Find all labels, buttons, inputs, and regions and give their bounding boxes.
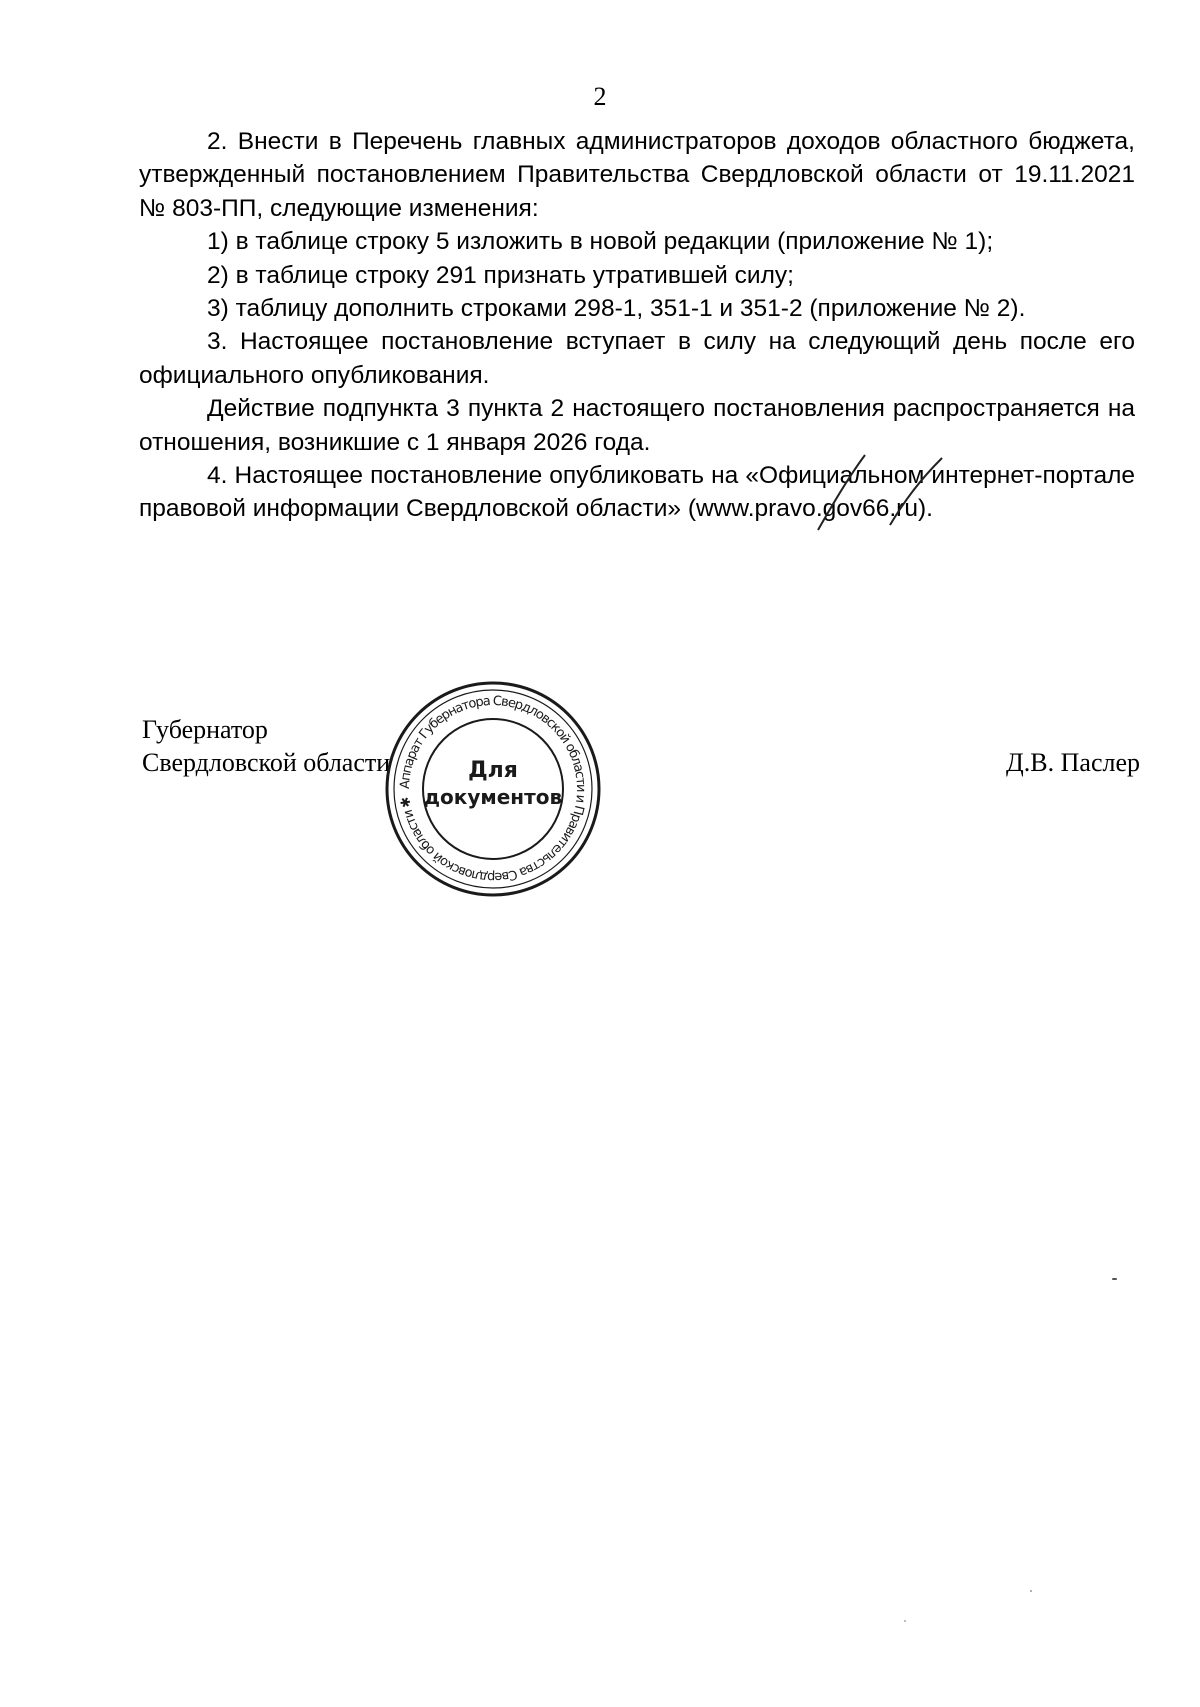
paragraph-subitem-1: 1) в таблице строку 5 изложить в новой редакции (приложение № 1); bbox=[207, 228, 994, 256]
page-number: 2 bbox=[593, 82, 607, 111]
scan-speck bbox=[1112, 1278, 1117, 1280]
scan-speck bbox=[1030, 1590, 1032, 1592]
document-body bbox=[139, 125, 1135, 526]
signatory-title: Губернатор bbox=[142, 715, 268, 744]
scan-speck bbox=[904, 1620, 906, 1622]
signatory-region: Свердловской области bbox=[142, 748, 391, 777]
paragraph-subitem-3: 3) таблицу дополнить строками 298-1, 351-1 и 351-2 (приложение № 2). bbox=[207, 295, 1026, 323]
paragraph-item-3: 3. Настоящее постановление вступает в силу на следующий день после его официального опубликования. bbox=[139, 328, 1135, 389]
signatory-name: Д.В. Паслер bbox=[1006, 748, 1140, 777]
signatory-position bbox=[142, 713, 390, 779]
paragraph-subitem-2: 2) в таблице строку 291 признать утратившей силу; bbox=[207, 261, 794, 289]
official-seal-stamp bbox=[384, 680, 602, 898]
stamp-center-line1: Для bbox=[468, 758, 518, 783]
paragraph-item-4: 4. Настоящее постановление опубликовать на «Официальном интернет-портале правовой информации Свердловской области» (www.pravo.gov66.ru). bbox=[139, 462, 1135, 523]
paragraph-item-2: 2. Внести в Перечень главных администраторов доходов областного бюджета, утвержденный постановлением Правительства Свердловской области от 19.11.2021 № 803-ПП, следующие изменения: bbox=[139, 128, 1135, 222]
paragraph-effect-note: Действие подпункта 3 пункта 2 настоящего постановления распространяется на отношения, возникшие с 1 января 2026 года. bbox=[139, 395, 1135, 456]
stamp-ring-text: Аппарат Губернатора Свердловской области и Правительства Свердловской области ✱ bbox=[397, 693, 589, 885]
handwritten-signature-stroke bbox=[810, 450, 950, 540]
stamp-center-line2: документов bbox=[423, 785, 563, 809]
